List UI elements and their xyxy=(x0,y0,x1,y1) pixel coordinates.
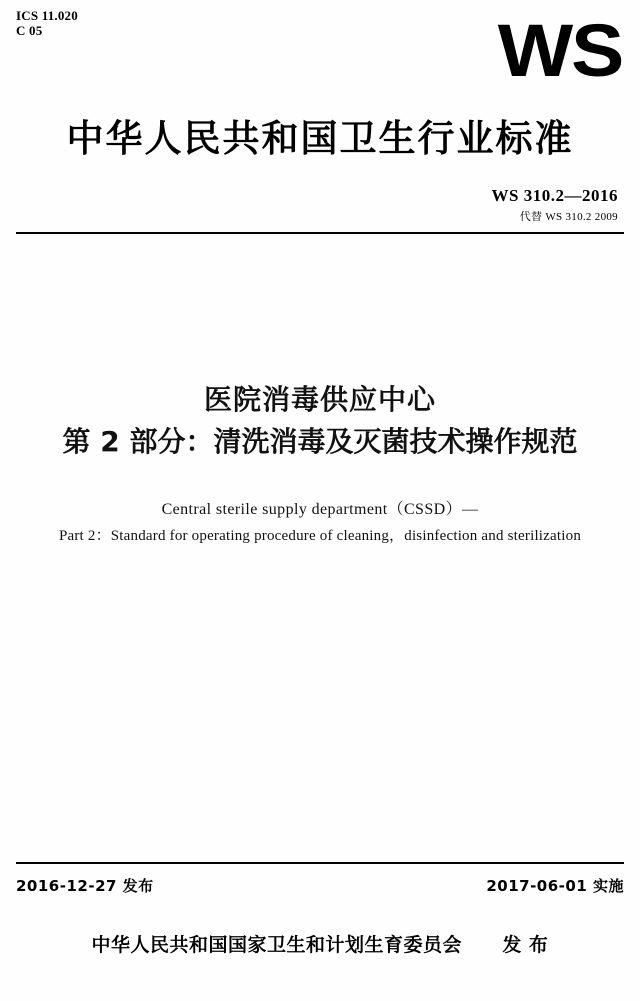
replaces-note: 代替 WS 310.2 2009 xyxy=(519,211,618,223)
ics-code: ICS 11.020 xyxy=(16,8,78,23)
divider-bottom xyxy=(16,862,624,864)
dates-row xyxy=(16,875,624,896)
issuing-authority-row xyxy=(0,930,640,957)
issue-date: 2016-12-27 发布 xyxy=(16,877,154,895)
ccs-code: C 05 xyxy=(16,23,43,38)
document-title-en xyxy=(0,497,640,549)
document-title-cn xyxy=(0,380,640,464)
ics-classification-block xyxy=(16,8,78,38)
standard-number-block xyxy=(492,186,618,224)
standard-number: WS 310.2—2016 xyxy=(491,186,618,205)
document-title-cn-line2: 第 2 部分：清洗消毒及灭菌技术操作规范 xyxy=(62,425,578,458)
effective-date: 2017-06-01 实施 xyxy=(486,877,624,895)
document-title-cn-line1: 医院消毒供应中心 xyxy=(203,383,436,416)
divider-top xyxy=(16,232,624,234)
ws-logo: WS xyxy=(497,9,622,92)
standard-series-title: 中华人民共和国卫生行业标准 xyxy=(66,117,574,160)
issuer-suffix: 发 布 xyxy=(502,934,549,956)
document-title-en-line2: Part 2：Standard for operating procedure of cleaning，disinfection and sterilization xyxy=(58,528,582,544)
issuing-authority: 中华人民共和国国家卫生和计划生育委员会 xyxy=(91,934,463,956)
document-title-en-line1: Central sterile supply department（CSSD）— xyxy=(161,501,479,518)
